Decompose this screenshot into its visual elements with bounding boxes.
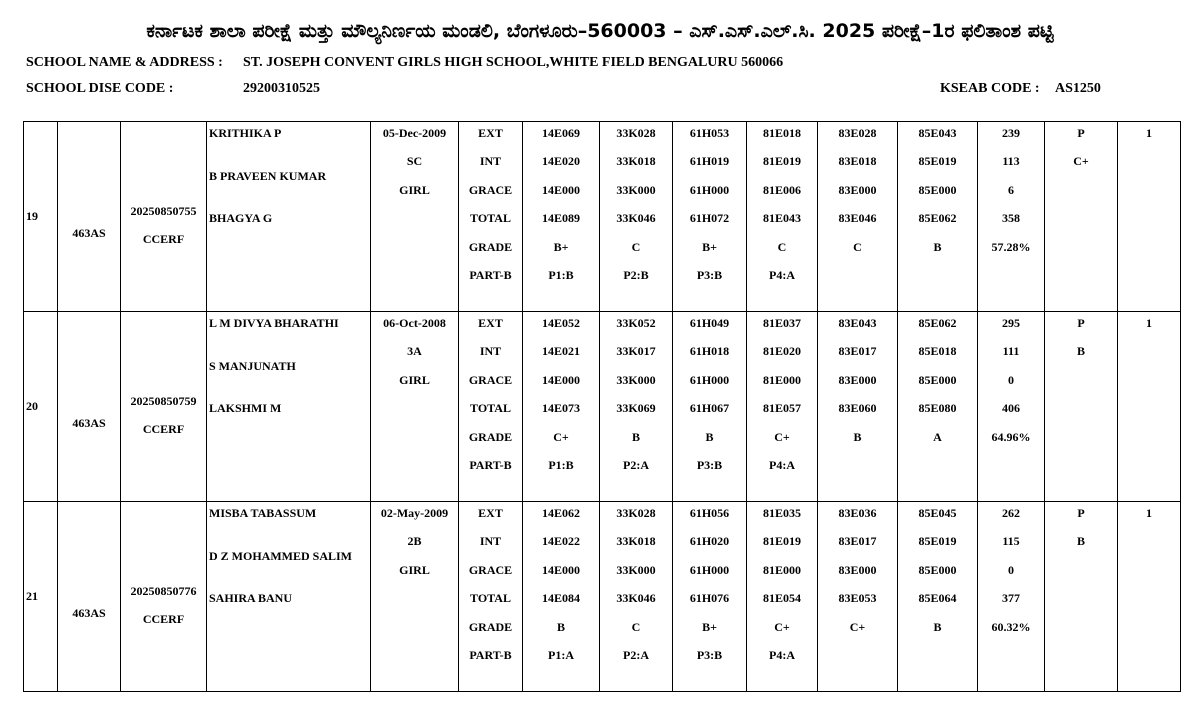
subject-mark: 61H053 (689, 126, 730, 140)
result-cell (1045, 502, 1118, 692)
subject-mark: 61H018 (689, 344, 730, 359)
subject-mark: A (933, 429, 942, 444)
subject-mark: 83E018 (838, 154, 877, 169)
kseab-code-label: KSEAB CODE : (940, 81, 1040, 96)
subject-mark: B (631, 429, 640, 444)
subject-mark: 61H000 (689, 182, 730, 197)
subject-mark: 81E057 (762, 401, 801, 416)
student-name: L M DIVYA BHARATHI (209, 316, 339, 330)
result-status: P (1077, 506, 1085, 520)
register-number: 20250850755 (130, 203, 197, 218)
mark-type-label: TOTAL (470, 591, 511, 606)
subject-mark (818, 267, 897, 295)
subject-mark (818, 457, 897, 485)
subject-mark: 81E043 (762, 211, 801, 226)
mark-type-label: EXT (478, 316, 503, 330)
totals-cell (978, 122, 1045, 312)
attempt-number: 1 (1146, 316, 1152, 330)
center-code: 463AS (72, 606, 106, 620)
mark-type-label: GRADE (468, 619, 513, 634)
mark-type-label: GRADE (468, 429, 513, 444)
total-mark: 295 (1002, 316, 1020, 330)
caste-category: SC (406, 154, 423, 169)
subject-mark: 33K000 (616, 562, 656, 577)
subject-mark: 81E000 (762, 562, 801, 577)
subject-mark: 14E062 (541, 506, 580, 520)
mark-type-label: GRACE (468, 182, 513, 197)
total-mark: 239 (1002, 126, 1020, 140)
subject-mark: 14E000 (541, 372, 580, 387)
reg-cell (121, 122, 207, 312)
total-mark: 111 (1002, 344, 1020, 359)
subject-mark: P4:A (769, 267, 795, 282)
subject-mark (818, 647, 897, 675)
subject-mark: B (556, 619, 565, 634)
serial-cell (24, 312, 58, 502)
subject-cell (747, 122, 818, 312)
subject-mark: 61H000 (689, 372, 730, 387)
info-cell (371, 312, 459, 502)
subject-mark: C (631, 239, 641, 254)
date-of-birth: 02-May-2009 (380, 506, 449, 520)
subject-mark: P2:B (623, 267, 649, 282)
subject-cell (747, 312, 818, 502)
subject-mark: P1:B (548, 457, 574, 472)
mark-type-label: TOTAL (470, 401, 511, 416)
subject-cell (600, 122, 673, 312)
mark-type-label: INT (479, 154, 502, 169)
subject-mark: 83E060 (838, 401, 877, 416)
student-row (24, 312, 1181, 502)
student-row (24, 122, 1181, 312)
subject-mark: 85E062 (918, 211, 957, 226)
candidate-type: CCERF (142, 231, 185, 246)
totals-cell (978, 502, 1045, 692)
result-cell (1045, 122, 1118, 312)
subject-mark: 33K052 (616, 316, 656, 330)
total-mark: 358 (1002, 211, 1020, 226)
subject-mark: 85E043 (918, 126, 957, 140)
reg-cell (121, 312, 207, 502)
subject-mark: 14E052 (541, 316, 580, 330)
mark-type-label: EXT (478, 126, 503, 140)
subject-mark: 81E000 (762, 372, 801, 387)
subject-mark: P3:B (696, 267, 723, 282)
mark-type-label: GRACE (468, 372, 513, 387)
subject-mark: 81E054 (762, 591, 801, 606)
subject-cell (818, 312, 898, 502)
subject-mark: 33K017 (616, 344, 656, 359)
subject-mark: 33K000 (616, 182, 656, 197)
subject-mark (898, 267, 977, 295)
gender: GIRL (399, 372, 430, 387)
register-number: 20250850759 (130, 393, 197, 408)
student-name: MISBA TABASSUM (209, 506, 317, 520)
names-cell (207, 502, 371, 692)
total-mark: 377 (1002, 591, 1020, 606)
attempt-cell (1118, 312, 1181, 502)
subject-mark: 85E062 (918, 316, 957, 330)
mark-type-label: INT (479, 534, 502, 549)
subject-mark: B (933, 619, 942, 634)
total-mark: 0 (1008, 562, 1014, 577)
subject-mark: P1:B (548, 267, 574, 282)
subject-mark: 85E000 (918, 372, 957, 387)
total-mark: 113 (1002, 154, 1020, 169)
result-cell (1045, 312, 1118, 502)
subject-mark (898, 457, 977, 485)
subject-mark: 14E022 (541, 534, 580, 549)
student-row (24, 502, 1181, 692)
subject-mark: C (853, 239, 862, 254)
serial-cell (24, 122, 58, 312)
subject-mark: 85E080 (918, 401, 957, 416)
subject-mark: 83E017 (838, 344, 877, 359)
subject-mark: 85E000 (918, 562, 957, 577)
subject-mark: 85E018 (918, 344, 957, 359)
names-cell (207, 122, 371, 312)
subject-mark: 33K046 (616, 591, 656, 606)
father-name: B PRAVEEN KUMAR (209, 168, 327, 183)
center-code: 463AS (72, 416, 106, 430)
subject-mark: 61H076 (689, 591, 730, 606)
subject-mark: 61H000 (689, 562, 730, 577)
subject-mark: 83E043 (838, 316, 877, 330)
subject-mark: B (705, 429, 714, 444)
subject-cell (523, 122, 600, 312)
subject-mark: 61H056 (689, 506, 730, 520)
subject-mark: 14E020 (541, 154, 580, 169)
center-code: 463AS (72, 226, 106, 240)
results-table (23, 121, 1181, 692)
labels-cell (459, 122, 523, 312)
subject-mark: 81E019 (762, 154, 801, 169)
subject-mark: B (933, 239, 942, 254)
mark-type-label: PART-B (469, 267, 512, 282)
subject-mark: C (631, 619, 641, 634)
subject-mark: C+ (774, 619, 790, 634)
subject-mark: 85E064 (918, 591, 957, 606)
subject-mark: P4:A (769, 647, 795, 662)
attempt-cell (1118, 502, 1181, 692)
father-name: S MANJUNATH (209, 358, 296, 373)
subject-cell (600, 312, 673, 502)
subject-mark: 81E019 (762, 534, 801, 549)
subject-mark: 83E053 (838, 591, 877, 606)
total-mark: 406 (1002, 401, 1020, 416)
total-mark: 6 (1008, 182, 1014, 197)
mark-type-label: PART-B (469, 647, 512, 662)
center-cell (58, 312, 121, 502)
subject-mark: 61H020 (689, 534, 730, 549)
subject-mark: 61H019 (689, 154, 730, 169)
subject-mark: 83E028 (838, 126, 877, 140)
subject-mark: P3:B (696, 457, 723, 472)
caste-category: 2B (407, 534, 422, 549)
result-status: P (1077, 126, 1085, 140)
subject-mark: 33K000 (616, 372, 656, 387)
mark-type-label: GRADE (468, 239, 513, 254)
date-of-birth: 05-Dec-2009 (382, 126, 447, 140)
subject-mark: 33K046 (616, 211, 656, 226)
serial-cell (24, 502, 58, 692)
subject-cell (898, 312, 978, 502)
subject-mark: 83E000 (838, 562, 877, 577)
caste-category: 3A (407, 344, 422, 359)
reg-cell (121, 502, 207, 692)
school-name-label: SCHOOL NAME & ADDRESS : (26, 55, 223, 70)
page-title: ಕರ್ನಾಟಕ ಶಾಲಾ ಪರೀಕ್ಷೆ ಮತ್ತು ಮೌಲ್ಯನಿರ್ಣಯ ಮಂಡಲಿ, ಬೆಂಗಳೂರು–560003 – ಎಸ್.ಎಸ್.ಎಲ್.ಸಿ. 2025 ಪರೀಕ್ಷೆ–1ರ ಫಲಿತಾಂಶ ಪಟ್ಟಿ (146, 20, 1054, 42)
mark-type-label: GRACE (468, 562, 513, 577)
mother-name: SAHIRA BANU (209, 591, 293, 605)
subject-mark: 83E017 (838, 534, 877, 549)
subject-cell (600, 502, 673, 692)
subject-mark: P3:B (696, 647, 723, 662)
info-cell (371, 502, 459, 692)
subject-mark: 81E006 (762, 182, 801, 197)
subject-mark: P2:A (623, 457, 649, 472)
subject-mark: P2:A (623, 647, 649, 662)
names-cell (207, 312, 371, 502)
dise-code-label: SCHOOL DISE CODE : (26, 81, 174, 96)
subject-mark (898, 647, 977, 675)
subject-mark: 83E036 (838, 506, 877, 520)
subject-mark: C+ (849, 619, 866, 634)
dise-code-value: 29200310525 (243, 81, 320, 96)
subject-mark: 81E037 (762, 316, 801, 330)
total-mark: 115 (1002, 534, 1020, 549)
subject-mark: 83E000 (838, 182, 877, 197)
subject-mark: 33K028 (616, 126, 656, 140)
mark-type-label: EXT (478, 506, 503, 520)
overall-grade: B (1076, 344, 1085, 359)
overall-grade: C+ (1073, 154, 1089, 169)
subject-mark: 83E000 (838, 372, 877, 387)
subject-mark: 81E018 (762, 126, 801, 140)
mark-type-label: PART-B (469, 457, 512, 472)
subject-mark: 85E045 (918, 506, 957, 520)
totals-cell (978, 312, 1045, 502)
subject-mark: 83E046 (838, 211, 877, 226)
subject-cell (747, 502, 818, 692)
subject-mark: 61H067 (689, 401, 730, 416)
info-cell (371, 122, 459, 312)
subject-cell (818, 502, 898, 692)
father-name: D Z MOHAMMED SALIM (209, 548, 352, 563)
school-name-value: ST. JOSEPH CONVENT GIRLS HIGH SCHOOL,WHITE FIELD BENGALURU 560066 (243, 55, 784, 70)
serial-number: 20 (26, 399, 38, 413)
subject-mark: 81E020 (762, 344, 801, 359)
subject-mark: 81E035 (762, 506, 801, 520)
total-mark: 262 (1002, 506, 1020, 520)
gender: GIRL (399, 562, 430, 577)
subject-mark: 85E019 (918, 154, 957, 169)
subject-mark: C (777, 239, 787, 254)
subject-mark: 85E000 (918, 182, 957, 197)
attempt-cell (1118, 122, 1181, 312)
subject-cell (673, 122, 747, 312)
subject-mark: B (853, 429, 862, 444)
subject-mark: 14E084 (541, 591, 580, 606)
labels-cell (459, 312, 523, 502)
subject-cell (523, 502, 600, 692)
total-mark: 57.28% (991, 239, 1031, 254)
date-of-birth: 06-Oct-2008 (383, 316, 446, 330)
subject-mark: 61H049 (689, 316, 730, 330)
mark-type-label: INT (479, 344, 502, 359)
subject-mark: B+ (702, 239, 717, 254)
serial-number: 21 (26, 589, 38, 603)
subject-mark: 33K018 (616, 154, 656, 169)
center-cell (58, 502, 121, 692)
labels-cell (459, 502, 523, 692)
mother-name: LAKSHMI M (209, 401, 282, 415)
subject-mark: 61H072 (689, 211, 730, 226)
subject-mark: P1:A (548, 647, 574, 662)
subject-mark: B+ (702, 619, 717, 634)
kseab-code-value: AS1250 (1055, 81, 1101, 96)
subject-cell (898, 122, 978, 312)
center-cell (58, 122, 121, 312)
overall-grade: B (1076, 534, 1085, 549)
subject-cell (673, 502, 747, 692)
subject-mark: 14E021 (541, 344, 580, 359)
subject-mark: 85E019 (918, 534, 957, 549)
subject-mark: 33K028 (616, 506, 656, 520)
attempt-number: 1 (1146, 126, 1152, 140)
total-mark: 64.96% (991, 429, 1031, 444)
gender: GIRL (399, 182, 430, 197)
register-number: 20250850776 (130, 583, 197, 598)
candidate-type: CCERF (142, 421, 185, 436)
subject-mark: 14E073 (541, 401, 580, 416)
subject-mark: P4:A (769, 457, 795, 472)
subject-mark: 14E089 (541, 211, 580, 226)
subject-mark: C+ (553, 429, 569, 444)
student-name: KRITHIKA P (209, 126, 282, 140)
subject-cell (898, 502, 978, 692)
subject-mark: 33K018 (616, 534, 656, 549)
subject-mark: 14E000 (541, 182, 580, 197)
subject-mark: 33K069 (616, 401, 656, 416)
subject-cell (673, 312, 747, 502)
subject-cell (523, 312, 600, 502)
subject-cell (818, 122, 898, 312)
mother-name: BHAGYA G (209, 211, 273, 225)
subject-mark: C+ (774, 429, 790, 444)
subject-mark: 14E000 (541, 562, 580, 577)
attempt-number: 1 (1146, 506, 1152, 520)
mark-type-label: TOTAL (470, 211, 511, 226)
total-mark: 0 (1008, 372, 1014, 387)
subject-mark: B+ (553, 239, 569, 254)
result-status: P (1077, 316, 1085, 330)
total-mark: 60.32% (991, 619, 1031, 634)
subject-mark: 14E069 (541, 126, 580, 140)
candidate-type: CCERF (142, 611, 185, 626)
serial-number: 19 (26, 209, 38, 223)
